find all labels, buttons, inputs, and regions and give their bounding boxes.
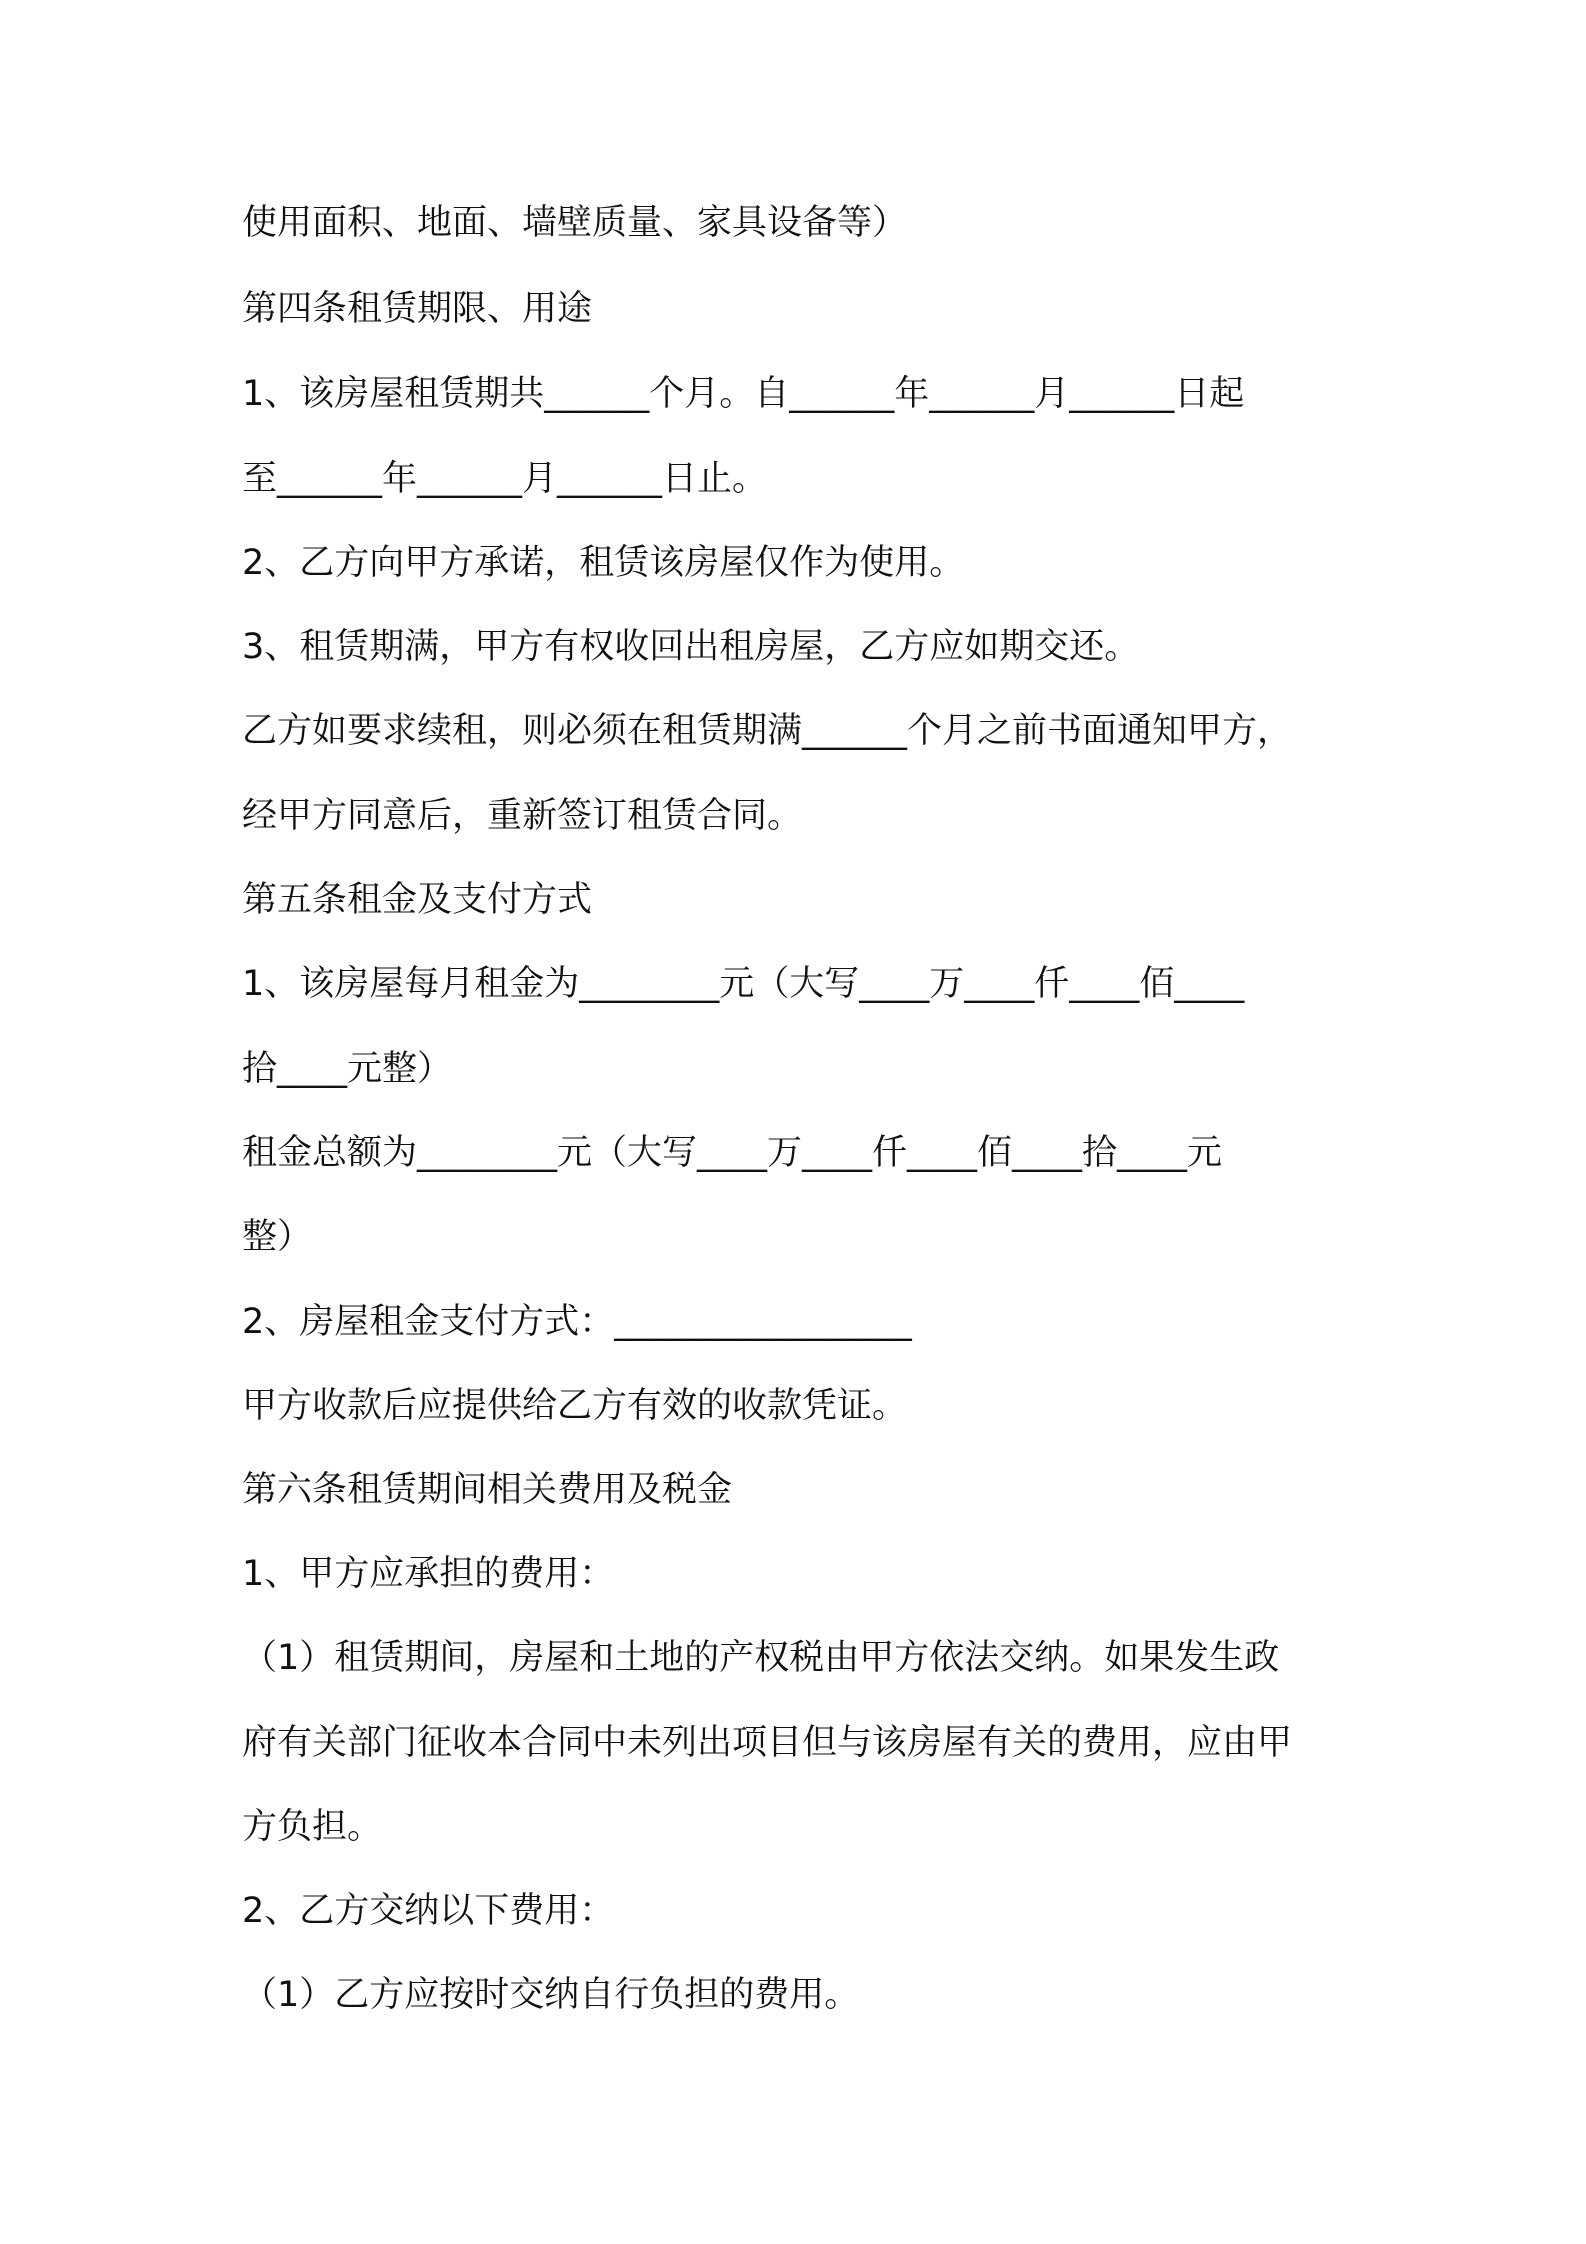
heading-article-5: 第五条租金及支付方式 xyxy=(242,880,593,920)
text-line-use-promise: 2、乙方向甲方承诺，租赁该房屋仅作为使用。 xyxy=(242,543,965,583)
text-line-renewal-contract: 经甲方同意后，重新签订租赁合同。 xyxy=(242,796,803,836)
text-line-total-rent-cont: 整） xyxy=(242,1217,313,1257)
text-line-monthly-rent: 1、该房屋每月租金为________元（大写____万____仟____佰____ xyxy=(242,964,1245,1004)
text-line-property-tax-cont: 府有关部门征收本合同中未列出项目但与该房屋有关的费用，应由甲 xyxy=(242,1723,1293,1763)
text-line-renewal-notice: 乙方如要求续租，则必须在租赁期满______个月之前书面通知甲方， xyxy=(242,711,1293,751)
text-line-payment-method: 2、房屋租金支付方式：_________________ xyxy=(242,1302,912,1342)
text-line-area-description: 使用面积、地面、墙壁质量、家具设备等） xyxy=(242,203,908,243)
text-line-property-tax: （1）租赁期间，房屋和土地的产权税由甲方依法交纳。如果发生政 xyxy=(242,1638,1280,1678)
text-line-lease-end: 至______年______月______日止。 xyxy=(242,459,768,499)
heading-article-4: 第四条租赁期限、用途 xyxy=(242,289,593,329)
text-line-receipt: 甲方收款后应提供给乙方有效的收款凭证。 xyxy=(242,1386,908,1426)
text-line-party-b-pay: （1）乙方应按时交纳自行负担的费用。 xyxy=(242,1975,860,2015)
text-line-monthly-rent-cont: 拾____元整） xyxy=(242,1049,453,1089)
heading-article-6: 第六条租赁期间相关费用及税金 xyxy=(242,1470,733,1510)
text-line-lease-term: 1、该房屋租赁期共______个月。自______年______月______日起 xyxy=(242,374,1245,414)
text-line-party-a-costs: 1、甲方应承担的费用： xyxy=(242,1554,615,1594)
text-line-expiry-return: 3、租赁期满，甲方有权收回出租房屋，乙方应如期交还。 xyxy=(242,627,1140,667)
text-line-property-tax-end: 方负担。 xyxy=(242,1807,383,1847)
text-line-total-rent: 租金总额为________元（大写____万____仟____佰____拾____元 xyxy=(242,1133,1223,1173)
text-line-party-b-costs: 2、乙方交纳以下费用： xyxy=(242,1891,615,1931)
